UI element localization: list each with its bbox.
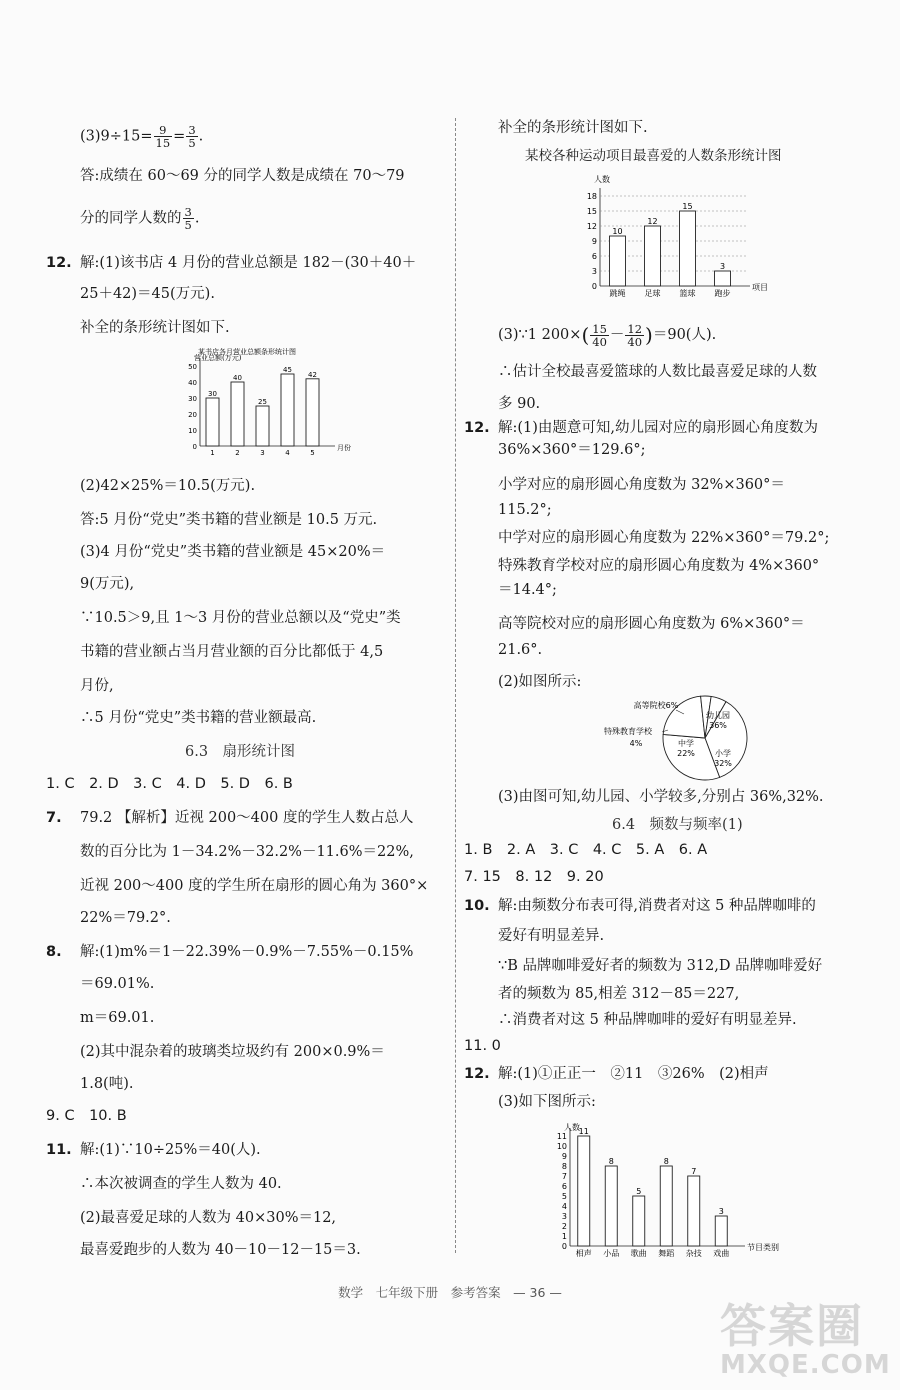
bar — [206, 398, 219, 446]
x-tick-label: 相声 — [575, 1249, 592, 1258]
y-tick-label: 40 — [188, 379, 197, 387]
fraction: $\frac{3}{5}$ — [184, 205, 192, 232]
answer-line: 分的同学人数的 $\frac{3}{5}$ . — [80, 205, 200, 232]
x-tick-label: 2 — [235, 449, 240, 457]
bar — [645, 226, 661, 286]
answer-line: 小学对应的扇形圆心角度数为 32%×360°＝ — [498, 477, 785, 493]
answer-line: 解:(1)m%＝1－22.39%－0.9%－7.55%－0.15% — [80, 944, 414, 960]
y-tick-label: 6 — [591, 252, 597, 261]
fraction: $\frac{12}{40}$ — [627, 321, 643, 349]
x-tick-label: 小品 — [603, 1249, 620, 1258]
slice-label: 高等院校6% — [633, 701, 679, 710]
y-tick-label: 30 — [188, 395, 197, 403]
data-label: 42 — [308, 370, 317, 379]
x-axis-label: 项目 — [752, 283, 768, 292]
answer-line: 79.2 【解析】近视 200～400 度的学生人数占总人 — [80, 810, 414, 826]
y-tick-label: 12 — [586, 222, 597, 231]
answer-line: 者的频数为 85,相差 312－85＝227, — [498, 986, 740, 1002]
answer-line: 解:(1)∵10÷25%＝40(人). — [80, 1142, 261, 1158]
answer-line: 1.8(吨). — [80, 1076, 134, 1092]
y-tick-label: 7 — [561, 1172, 567, 1181]
slice-label: 中学 — [678, 739, 694, 748]
watermark-logo: 答案圈 MXQE.COM — [720, 1299, 891, 1380]
x-tick-label: 1 — [210, 449, 215, 457]
bar — [660, 1166, 672, 1246]
y-tick-label: 10 — [188, 427, 197, 435]
data-label: 8 — [663, 1157, 669, 1166]
answer-list: 1. B 2. A 3. C 4. C 5. A 6. A — [464, 842, 708, 858]
bar-chart-revenue — [160, 346, 351, 466]
y-axis-label: 人数 — [594, 175, 610, 184]
answer-line: (3)由图可知,幼儿园、小学较多,分别占 36%,32%. — [498, 789, 824, 805]
page-footer: 数学 七年级下册 参考答案 — 36 — — [338, 1285, 562, 1300]
y-axis-label: 人数 — [564, 1123, 580, 1132]
fraction: $\frac{3}{5}$ — [188, 123, 196, 150]
bar-chart-sports — [570, 168, 790, 303]
x-tick-label: 跳绳 — [609, 289, 626, 298]
question-number: 12. — [464, 1066, 490, 1082]
x-axis-label: 月份 — [337, 444, 351, 452]
bar — [231, 382, 244, 446]
bar — [578, 1136, 590, 1246]
question-number: 12. — [46, 255, 72, 271]
bar — [715, 1216, 727, 1246]
answer-line: 答:成绩在 60～69 分的同学人数是成绩在 70～79 — [80, 168, 405, 184]
text: (3)9÷15= — [80, 128, 153, 145]
data-label: 7 — [691, 1167, 697, 1176]
bar — [306, 379, 319, 446]
answer-line: 解:(1)①正正一 ②11 ③26% (2)相声 — [498, 1066, 769, 1082]
data-label: 5 — [636, 1187, 642, 1196]
x-tick-label: 杂技 — [685, 1249, 702, 1258]
answer-line: 多 90. — [498, 396, 541, 412]
answer-line: 解:由频数分布表可得,消费者对这 5 种品牌咖啡的 — [498, 898, 816, 914]
answer-line: 解:(1)由题意可知,幼儿园对应的扇形圆心角度数为 — [498, 420, 819, 436]
y-tick-label: 1 — [561, 1232, 567, 1241]
x-tick-label: 舞蹈 — [658, 1249, 675, 1258]
data-label: 12 — [647, 217, 658, 226]
bar — [680, 211, 696, 286]
answer-list: 1. C 2. D 3. C 4. D 5. D 6. B — [46, 776, 293, 792]
answer-line: 近视 200～400 度的学生所在扇形的圆心角为 360°× — [80, 878, 429, 894]
answer-line: 书籍的营业额占当月营业额的百分比都低于 4,5 — [80, 644, 384, 660]
answer-line: (2)最喜爱足球的人数为 40×30%＝12, — [80, 1210, 337, 1226]
answer-line: 爱好有明显差异. — [498, 928, 605, 944]
slice-label: 特殊教育学校 — [604, 727, 652, 736]
y-tick-label: 18 — [586, 192, 597, 201]
y-tick-label: 50 — [188, 363, 197, 371]
bar — [256, 406, 269, 446]
y-tick-label: 11 — [556, 1132, 567, 1141]
question-number: 10. — [464, 898, 490, 914]
y-tick-label: 4 — [561, 1202, 567, 1211]
data-label: 8 — [608, 1157, 614, 1166]
data-label: 40 — [233, 374, 242, 382]
x-tick-label: 足球 — [644, 289, 661, 298]
chart-title: 某校各种运动项目最喜爱的人数条形统计图 — [525, 148, 782, 164]
slice-label: 小学 — [715, 749, 731, 758]
answer-line: ∴本次被调查的学生人数为 40. — [80, 1176, 282, 1192]
section-heading: 6.4 频数与频率(1) — [612, 817, 743, 833]
x-tick-label: 歌曲 — [630, 1249, 647, 1258]
bar — [610, 236, 626, 286]
answer-line: ∵10.5＞9,且 1～3 月份的营业总额以及“党史”类 — [80, 610, 401, 626]
answer-line: 数的百分比为 1－34.2%－32.2%－11.6%＝22%, — [80, 844, 414, 860]
data-label: 10 — [612, 227, 623, 236]
y-tick-label: 15 — [586, 207, 597, 216]
y-tick-label: 20 — [188, 411, 197, 419]
pie-chart-schools — [590, 692, 790, 782]
data-label: 11 — [578, 1127, 589, 1136]
answer-line: 特殊教育学校对应的扇形圆心角度数为 4%×360° — [498, 558, 820, 574]
answer-line: 22%＝79.2°. — [80, 910, 171, 926]
bar — [605, 1166, 617, 1246]
y-axis-label: 营业总额(万元) — [194, 354, 242, 362]
answer-line: (2)如图所示: — [498, 674, 582, 690]
y-tick-label: 9 — [591, 237, 597, 246]
question-number: 12. — [464, 420, 490, 436]
data-label: 30 — [208, 390, 217, 398]
answer-line: ∵B 品牌咖啡爱好者的频数为 312,D 品牌咖啡爱好 — [498, 958, 823, 974]
answer-line: 21.6°. — [498, 642, 543, 658]
answer-list: 11. 0 — [464, 1038, 501, 1054]
answer-line: ＝14.4°; — [498, 582, 557, 598]
y-tick-label: 2 — [561, 1222, 567, 1231]
answer-line: 9(万元), — [80, 576, 135, 592]
answer-line: (3)如下图所示: — [498, 1094, 596, 1110]
bar — [281, 374, 294, 446]
data-label: 15 — [682, 202, 693, 211]
bar — [633, 1196, 645, 1246]
y-tick-label: 3 — [561, 1212, 567, 1221]
answer-line: 补全的条形统计图如下. — [498, 120, 648, 136]
data-label: 45 — [283, 366, 292, 374]
y-tick-label: 8 — [561, 1162, 567, 1171]
slice-label: 4% — [629, 739, 643, 748]
answer-line: 中学对应的扇形圆心角度数为 22%×360°＝79.2°; — [498, 530, 830, 546]
x-axis-label: 节目类别 — [747, 1243, 779, 1252]
answer-line: 36%×360°＝129.6°; — [498, 442, 646, 458]
y-tick-label: 10 — [556, 1142, 567, 1151]
x-tick-label: 3 — [260, 449, 265, 457]
chart-title: 某书店各月营业总额条形统计图 — [198, 348, 296, 356]
data-label: 3 — [719, 262, 726, 271]
answer-line: m＝69.01. — [80, 1010, 155, 1026]
y-tick-label: 0 — [192, 443, 197, 451]
answer-line: 最喜爱跑步的人数为 40－10－12－15＝3. — [80, 1242, 361, 1258]
question-number: 11. — [46, 1142, 72, 1158]
x-tick-label: 篮球 — [679, 289, 696, 298]
answer-line: ∴5 月份“党史”类书籍的营业额最高. — [80, 710, 317, 726]
column-divider — [455, 118, 456, 1253]
answer-line: (2)其中混杂着的玻璃类垃圾约有 200×0.9%＝ — [80, 1044, 385, 1060]
bar — [688, 1176, 700, 1246]
x-tick-label: 5 — [310, 449, 315, 457]
answer-line: 115.2°; — [498, 502, 552, 518]
answer-line: (2)42×25%＝10.5(万元). — [80, 478, 256, 494]
slice-label: 幼儿园 — [706, 711, 730, 720]
y-tick-label: 9 — [561, 1152, 567, 1161]
question-number: 8. — [46, 944, 62, 960]
x-tick-label: 跑步 — [714, 289, 731, 298]
bar-chart-programs — [540, 1116, 780, 1266]
fraction: $\frac{9}{15}$ — [155, 123, 171, 150]
y-tick-label: 0 — [591, 282, 597, 291]
answer-line: 25＋42)＝45(万元). — [80, 286, 215, 302]
question-number: 7. — [46, 810, 62, 826]
bar — [715, 271, 731, 286]
y-tick-label: 0 — [561, 1242, 567, 1251]
answer-line: 高等院校对应的扇形圆心角度数为 6%×360°＝ — [498, 616, 805, 632]
slice-label: 36% — [709, 721, 727, 730]
data-label: 3 — [718, 1207, 724, 1216]
answer-line: ∴估计全校最喜爱篮球的人数比最喜爱足球的人数 — [498, 364, 817, 380]
answer-list: 9. C 10. B — [46, 1108, 127, 1124]
x-tick-label: 戏曲 — [713, 1249, 730, 1258]
y-tick-label: 3 — [591, 267, 597, 276]
answer-line: 补全的条形统计图如下. — [80, 320, 230, 336]
y-tick-label: 5 — [561, 1192, 567, 1201]
answer-line: ＝69.01%. — [80, 976, 155, 992]
data-label: 25 — [258, 398, 267, 406]
answer-line: 答:5 月份“党史”类书籍的营业额是 10.5 万元. — [80, 512, 378, 528]
answer-line: (3)∵1 200×( $\frac{15}{40}$ － $\frac{12}{40}$ )＝90(人). — [498, 321, 717, 349]
answer-line: 解:(1)该书店 4 月份的营业总额是 182－(30＋40＋ — [80, 255, 417, 271]
section-heading: 6.3 扇形统计图 — [185, 744, 296, 760]
x-tick-label: 4 — [285, 449, 290, 457]
answer-line: 月份, — [80, 678, 114, 694]
fraction: $\frac{15}{40}$ — [592, 321, 607, 349]
answer-line: (3)9÷15= $\frac{9}{15}$ = $\frac{3}{5}$ . — [80, 123, 204, 150]
answer-line: (3)4 月份“党史”类书籍的营业额是 45×20%＝ — [80, 544, 386, 560]
answer-list: 7. 15 8. 12 9. 20 — [464, 869, 604, 885]
slice-label: 22% — [677, 749, 695, 758]
y-tick-label: 6 — [561, 1182, 567, 1191]
answer-line: ∴消费者对这 5 种品牌咖啡的爱好有明显差异. — [498, 1012, 797, 1028]
slice-label: 32% — [714, 759, 732, 768]
